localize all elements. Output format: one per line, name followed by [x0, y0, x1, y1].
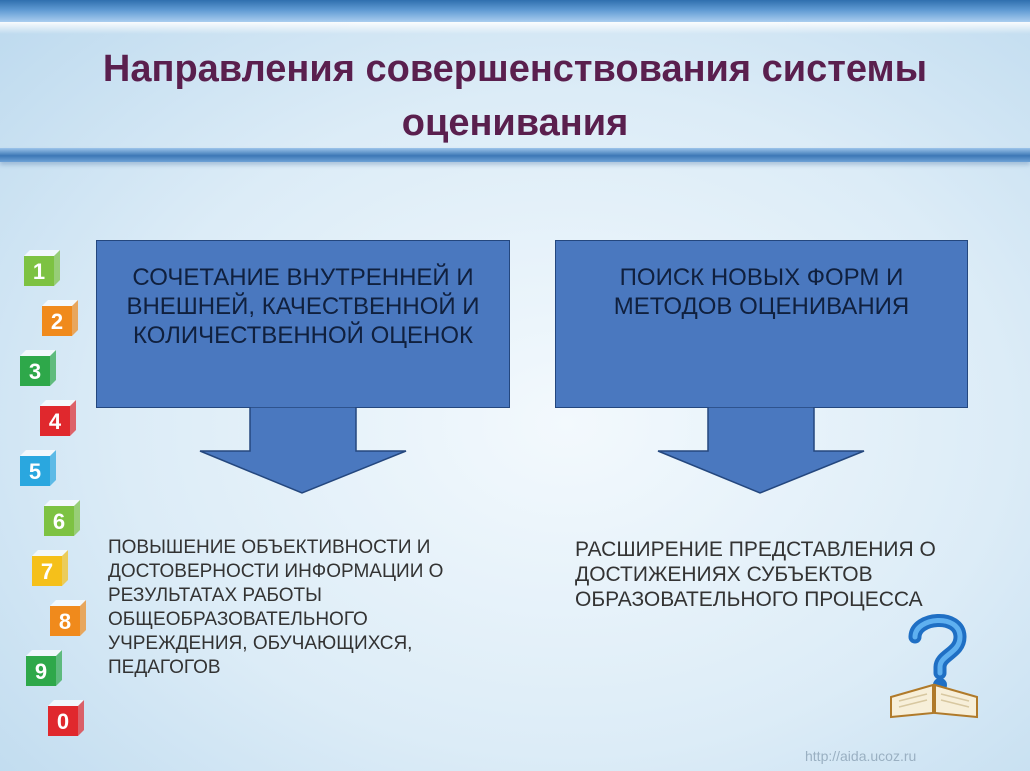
number-cube-1 [24, 250, 60, 286]
svg-text:9: 9 [34, 659, 48, 684]
direction-box-left-text: СОЧЕТАНИЕ ВНУТРЕННЕЙ И ВНЕШНЕЙ, КАЧЕСТВЕННОЙ И КОЛИЧЕСТВЕННОЙ ОЦЕНОК [126, 264, 480, 349]
question-book-icon [885, 605, 985, 720]
number-cube-3 [20, 350, 56, 386]
arrow-down-right [656, 407, 866, 495]
slide-title: Направления совершенствования системы оценивания [102, 48, 928, 144]
direction-box-right-text: ПОИСК НОВЫХ ФОРМ И МЕТОДОВ ОЦЕНИВАНИЯ [613, 264, 910, 320]
number-cube-7 [32, 550, 68, 586]
number-cube-2 [42, 300, 78, 336]
top-decorative-bar [0, 0, 1030, 22]
number-cube-8 [50, 600, 86, 636]
number-cube-9 [26, 650, 62, 686]
result-text-right: РАСШИРЕНИЕ ПРЕДСТАВЛЕНИЯ О ДОСТИЖЕНИЯХ СУБЪЕКТОВ ОБРАЗОВАТЕЛЬНОГО ПРОЦЕССА [575, 538, 936, 611]
number-cube-5 [20, 450, 56, 486]
top-bar-shine [0, 22, 1030, 34]
number-cubes-icon [10, 250, 90, 750]
title-underline-bar [0, 148, 1030, 162]
svg-text:8: 8 [58, 609, 72, 634]
source-url: http://aida.ucoz.ru [805, 748, 917, 764]
svg-text:7: 7 [40, 559, 54, 584]
svg-text:4: 4 [48, 409, 62, 434]
svg-text:2: 2 [50, 309, 64, 334]
svg-text:6: 6 [52, 509, 66, 534]
direction-box-left [96, 240, 510, 408]
svg-text:3: 3 [28, 359, 42, 384]
number-cube-4 [40, 400, 76, 436]
direction-box-right [555, 240, 968, 408]
svg-text:1: 1 [32, 259, 46, 284]
number-cube-6 [44, 500, 80, 536]
svg-text:0: 0 [56, 709, 70, 734]
result-text-left: ПОВЫШЕНИЕ ОБЪЕКТИВНОСТИ И ДОСТОВЕРНОСТИ ИНФОРМАЦИИ О РЕЗУЛЬТАТАХ РАБОТЫ ОБЩЕОБРАЗОВАТЕЛЬНОГО УЧРЕЖДЕНИЯ, ОБУЧАЮЩИХСЯ, ПЕДАГОГОВ [108, 537, 444, 678]
svg-text:5: 5 [28, 459, 42, 484]
number-cube-0 [48, 700, 84, 736]
arrow-down-left [198, 407, 408, 495]
